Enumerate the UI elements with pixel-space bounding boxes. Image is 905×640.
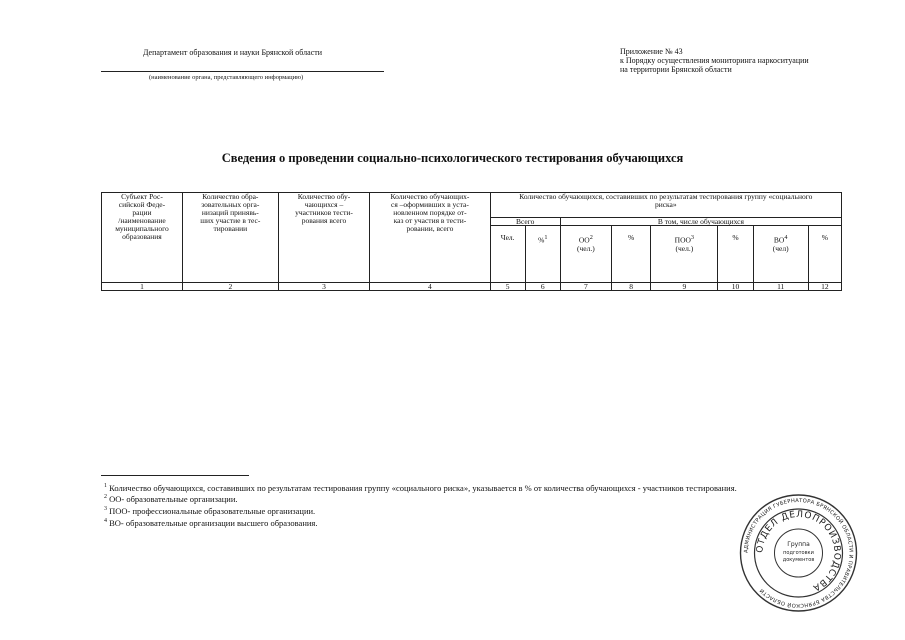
department-underline: [101, 71, 384, 72]
column-number-row: [102, 283, 842, 291]
header-participants: Количество обу- чающихся – участников тести- рования всего: [278, 193, 370, 283]
appendix-line: Приложение № 43: [620, 47, 683, 56]
stamp-inner-text: ОТДЕЛ ДЕЛОПРОИЗВОДСТВА: [755, 509, 842, 593]
header-pct: %$^1$: [525, 226, 560, 283]
department-caption: (наименование органа, представляющего информацию): [149, 74, 304, 81]
header-oo: $ОО^2$ (чел.): [560, 226, 611, 283]
column-number: 4: [370, 283, 490, 291]
header-org-count: Количество обра- зовательных орга- низаций принявь- ших участие в тес- тировании: [182, 193, 278, 283]
appendix-line: на территории Брянской области: [620, 65, 732, 74]
header-pct: %: [808, 226, 841, 283]
column-number: 6: [525, 283, 560, 291]
column-number: 5: [490, 283, 525, 291]
stamp-ring-text: АДМИНИСТРАЦИЯ ГУБЕРНАТОРА БРЯНСКОЙ ОБЛАСТИ И ПРАВИТЕЛЬСТВА БРЯНСКОЙ ОБЛАСТИ: [743, 497, 854, 609]
header-pct: %: [718, 226, 753, 283]
column-number: 3: [278, 283, 370, 291]
document-title: Сведения о проведении социально-психологического тестирования обучающихся: [221, 151, 684, 165]
column-number: 8: [611, 283, 650, 291]
column-number: 11: [753, 283, 808, 291]
header-subject: Субъект Рос- сийской Феде- рации /наименование муниципального образования: [102, 193, 183, 283]
footnote-separator: [101, 475, 249, 476]
header-risk-group: Количество обучающихся, составивших по результатам тестирования группу «социального риска»: [490, 193, 841, 218]
column-number: 12: [808, 283, 841, 291]
stamp-center-line: документов: [782, 557, 815, 563]
header-total: Всего: [490, 218, 560, 226]
department-name: Департамент образования и науки Брянской области: [143, 48, 323, 57]
header-chel: Чел.: [490, 226, 525, 283]
header-poo: ПОО$^3$ (чел.): [651, 226, 718, 283]
report-table: [101, 192, 842, 291]
column-number: 1: [102, 283, 183, 291]
office-stamp: [736, 494, 861, 612]
header-pct: %: [611, 226, 650, 283]
stamp-center-line: подготовки: [783, 550, 814, 556]
appendix-line: к Порядку осуществления мониторинга наркоситуации: [620, 56, 809, 65]
footnote: $^2$ ОО- образовательные организации.: [104, 493, 238, 504]
column-number: 2: [182, 283, 278, 291]
footnote: $^3$ ПОО- профессиональные образовательные организации.: [104, 505, 316, 516]
header-vo: $ВО^4$ (чел): [753, 226, 808, 283]
footnote: $^1$ Количество обучающихся, составивших по результатам тестирования группу «социального риска», указывается в % от количества обучающихся - участников тестирования.: [104, 482, 737, 493]
column-number: 7: [560, 283, 611, 291]
column-number: 9: [651, 283, 718, 291]
column-number: 10: [718, 283, 753, 291]
appendix-note: [620, 47, 809, 74]
header-refusals: Количество обучающих- ся –оформивших в уста- новленном порядке от- каз от участия в тести- ровании, всего: [370, 193, 490, 283]
header-including: В том, числе обучающихся: [560, 218, 841, 226]
footnote: $^4$ ВО- образовательные организации высшего образования.: [104, 517, 318, 528]
stamp-center-line: Группа: [787, 541, 810, 548]
